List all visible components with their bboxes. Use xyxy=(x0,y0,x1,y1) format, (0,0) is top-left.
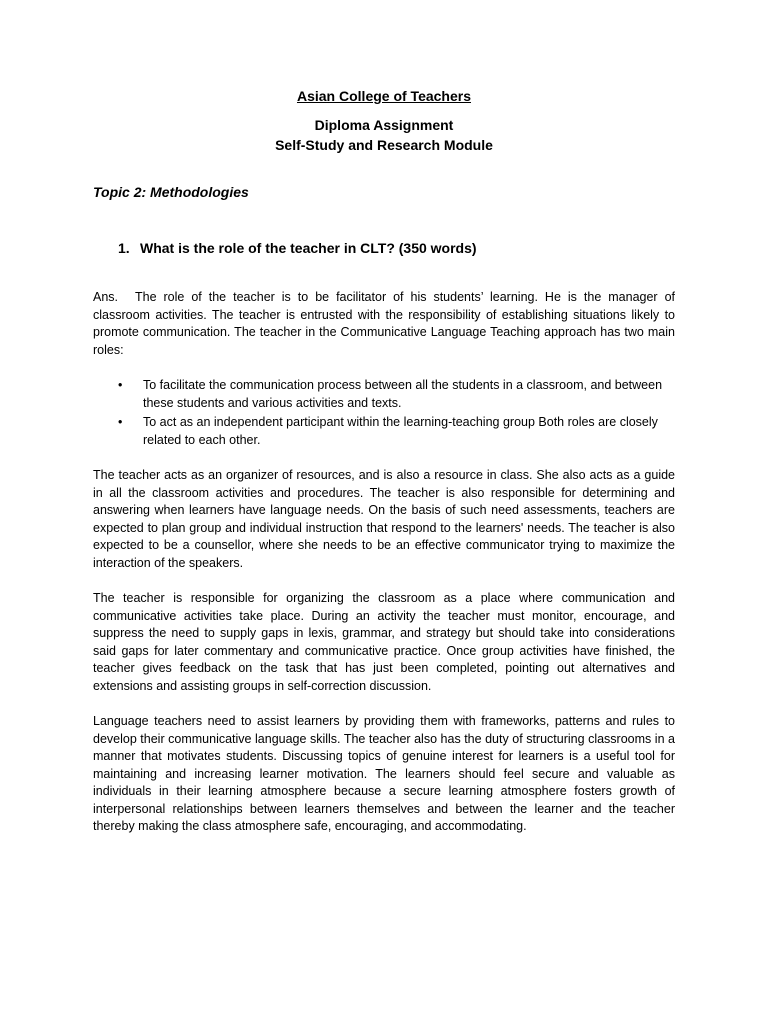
body-paragraph-motivation: Language teachers need to assist learners by providing them with frameworks, patterns and rules to develop their communicative language skills. The teacher also has the duty of structuring classrooms in a manner that motivates students. Discussing topics of genuine interest for learners is a useful tool for maintaining and increasing learner motivation. The learners should feel secure and valuable as individuals in their learning atmosphere because a secure learning atmosphere fosters growth of interpersonal relationships between learners themselves and between the learner and the teacher thereby making the class atmosphere safe, encouraging, and accommodating. xyxy=(93,714,675,833)
body-paragraph-organizer: The teacher acts as an organizer of resources, and is also a resource in class. She also acts as a guide in all the classroom activities and procedures. The teacher is also responsible for determining and answering when learners have language needs. On the basis of such need assessments, teachers are expected to plan group and individual instruction that respond to the learners' needs. The teacher is also expected to be a counsellor, where she needs to be an effective communicator trying to maximize the interaction of the speakers. xyxy=(93,468,675,570)
bullet-text: To facilitate the communication process between all the students in a classroom, and between these students and various activities and texts. xyxy=(143,378,663,410)
assignment-title: Diploma Assignment xyxy=(314,117,454,133)
bullet-icon: • xyxy=(118,378,123,392)
body-paragraph-classroom: The teacher is responsible for organizing the classroom as a place where communication and communicative activities take place. During an activity the teacher must monitor, encourage, and suppress the need to supply gaps in lexis, grammar, and strategy but should take into considerations said gaps for later commentary and communicative practice. Once group activities have finished, the teacher gives feedback on the task that has just been completed, pointing out alternatives and extensions and assisting groups in self-correction discussion. xyxy=(93,591,675,693)
module-title: Self-Study and Research Module xyxy=(275,137,493,153)
question-heading xyxy=(118,240,477,257)
answer-intro-text: The role of the teacher is to be facilitator of his students’ learning. He is the manager of classroom activities. The teacher is entrusted with the responsibility of establishing situations likely to promote communication. The teacher in the Communicative Language Teaching approach has two main roles: xyxy=(93,290,675,357)
answer-label: Ans. xyxy=(93,290,119,304)
question-number: 1. xyxy=(118,240,130,256)
question-text: What is the role of the teacher in CLT? (350 words) xyxy=(140,240,477,256)
roles-bullet-list xyxy=(118,377,675,451)
topic-heading: Topic 2: Methodologies xyxy=(93,184,249,200)
bullet-icon: • xyxy=(118,415,123,429)
list-item xyxy=(118,414,675,449)
answer-intro-paragraph xyxy=(93,289,675,359)
college-title: Asian College of Teachers xyxy=(296,88,471,104)
bullet-text: To act as an independent participant within the learning-teaching group Both roles are closely related to each other. xyxy=(143,415,658,447)
list-item xyxy=(118,377,675,412)
